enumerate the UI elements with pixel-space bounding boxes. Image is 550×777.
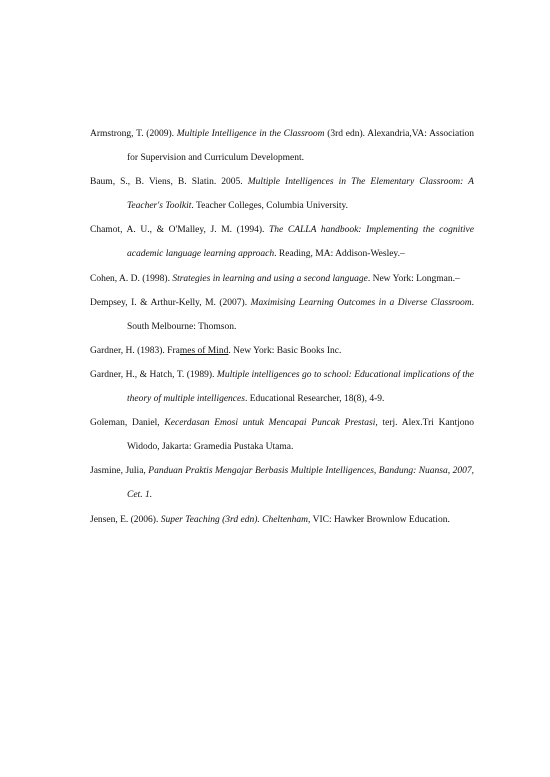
reference-author-year: Chamot, A. U., & O'Malley, J. M. (1994).	[90, 225, 269, 236]
reference-title: Maximising Learning Outcomes in a Diverse Classroom	[250, 297, 472, 308]
reference-title: Multiple Intelligence in the Classroom	[176, 129, 325, 139]
reference-publisher: . New York: Longman.–	[367, 273, 460, 284]
reference-author-year: Gardner, H. (1983). Fra	[90, 345, 180, 356]
reference-entry	[90, 170, 474, 218]
reference-author-year: Baum, S., B. Viens, B. Slatin. 2005.	[90, 177, 248, 188]
reference-title: Panduan Praktis Mengajar Berbasis Multiple Intelligences, Bandung: Nuansa, 2007, Cet. 1.	[127, 466, 474, 501]
reference-author-year: Dempsey, I. & Arthur-Kelly, M. (2007).	[90, 297, 251, 308]
reference-list	[90, 122, 474, 532]
reference-entry	[90, 267, 474, 291]
reference-publisher: . Educational Researcher, 18(8), 4-9.	[244, 394, 385, 405]
reference-author-year: Goleman, Daniel,	[90, 418, 165, 429]
reference-publisher: VIC: Hawker Brownlow Education.	[310, 514, 450, 525]
reference-entry	[90, 339, 474, 363]
reference-publisher: terj. Alex.Tri Kantjono Widodo, Jakarta: Gramedia Pustaka Utama.	[127, 418, 474, 453]
reference-entry	[90, 363, 474, 411]
reference-entry	[90, 411, 474, 459]
reference-author-year: Jasmine, Julia,	[90, 466, 149, 477]
reference-entry	[90, 291, 474, 339]
reference-publisher: . South Melbourne: Thomson.	[127, 297, 474, 332]
reference-title: The CALLA handbook: Implementing the cognitive academic language learning approach	[127, 225, 474, 260]
reference-entry	[90, 459, 474, 507]
reference-title: Multiple Intelligences in The Elementary Classroom: A Teacher's Toolkit	[127, 177, 474, 212]
reference-title: mes of Mind	[179, 345, 229, 356]
reference-publisher: . New York: Basic Books Inc.	[228, 345, 342, 356]
reference-publisher: (3rd edn). Alexandria,VA: Association for Supervision and Curriculum Development.	[127, 129, 474, 164]
reference-entry	[90, 122, 474, 170]
reference-entry	[90, 218, 474, 266]
reference-author-year: Jensen, E. (2006).	[90, 514, 161, 525]
reference-title: Super Teaching (3rd edn). Cheltenham,	[160, 514, 311, 525]
reference-entry	[90, 508, 474, 532]
reference-title: Kecerdasan Emosi untuk Mencapai Puncak Prestasi,	[164, 418, 378, 429]
reference-author-year: Cohen, A. D. (1998).	[90, 273, 173, 284]
reference-author-year: Gardner, H., & Hatch, T. (1989).	[90, 369, 217, 380]
reference-author-year: Armstrong, T. (2009).	[90, 129, 177, 139]
reference-title: Multiple intelligences go to school: Educational implications of the theory of multiple intelligences	[127, 369, 474, 405]
reference-publisher: . Teacher Colleges, Columbia University.	[191, 201, 349, 212]
reference-title: Strategies in learning and using a second language	[172, 273, 368, 284]
reference-publisher: . Reading, MA: Addison-Wesley.–	[274, 249, 405, 260]
